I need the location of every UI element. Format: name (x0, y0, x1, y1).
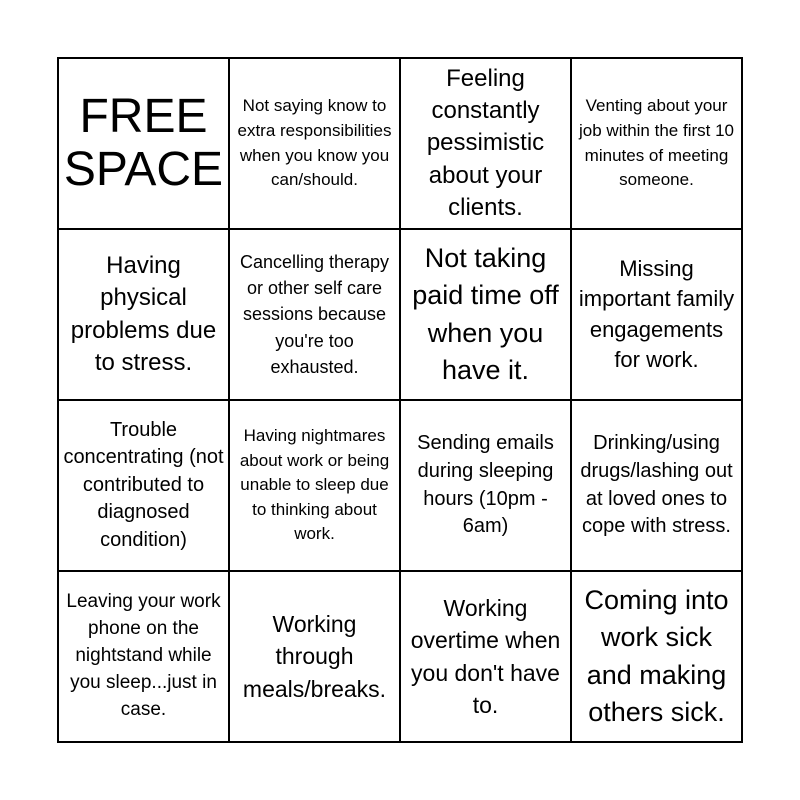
bingo-board (57, 57, 743, 743)
cell-text: Trouble concentrating (not contributed to diagnosed condition) (63, 418, 224, 551)
bingo-cell[interactable] (572, 59, 743, 230)
cell-text: Drinking/using drugs/lashing out at loved ones to cope with stress. (580, 432, 733, 538)
cell-text: Cancelling therapy or other self care sessions because you're too exhausted. (239, 252, 390, 377)
bingo-cell[interactable] (401, 401, 572, 572)
bingo-cell[interactable] (401, 230, 572, 401)
cell-text: Not taking paid time off when you have it. (412, 243, 559, 385)
bingo-cell[interactable] (572, 572, 743, 743)
bingo-cell[interactable] (401, 59, 572, 230)
bingo-cell[interactable] (59, 401, 230, 572)
bingo-cell[interactable] (572, 230, 743, 401)
cell-text: Leaving your work phone on the nightstand while you sleep...just in case. (66, 591, 221, 720)
cell-text: Having nightmares about work or being unable to sleep due to thinking about work. (239, 425, 390, 544)
cell-text: Feeling constantly pessimistic about your clients. (426, 64, 545, 222)
bingo-cell[interactable] (572, 401, 743, 572)
bingo-cell[interactable] (230, 230, 401, 401)
bingo-cell[interactable] (59, 230, 230, 401)
cell-text: Coming into work sick and making others sick. (584, 585, 729, 727)
cell-text: Having physical problems due to stress. (70, 251, 217, 376)
bingo-cell[interactable] (230, 59, 401, 230)
cell-text: Venting about your job within the first 10 minutes of meeting someone. (579, 96, 734, 190)
bingo-cell[interactable] (401, 572, 572, 743)
cell-text: Working through meals/breaks. (242, 611, 387, 702)
cell-text: FREE SPACE (63, 89, 224, 196)
cell-text: Not saying know to extra responsibilities when you know you can/should. (237, 96, 392, 190)
bingo-cell[interactable] (230, 572, 401, 743)
cell-text: Sending emails during sleeping hours (10pm - 6am) (417, 432, 554, 538)
cell-text: Missing important family engagements for work. (578, 255, 735, 372)
bingo-cell[interactable] (230, 401, 401, 572)
bingo-cell-free-space[interactable] (59, 59, 230, 230)
cell-text: Working overtime when you don't have to. (410, 595, 561, 718)
bingo-cell[interactable] (59, 572, 230, 743)
